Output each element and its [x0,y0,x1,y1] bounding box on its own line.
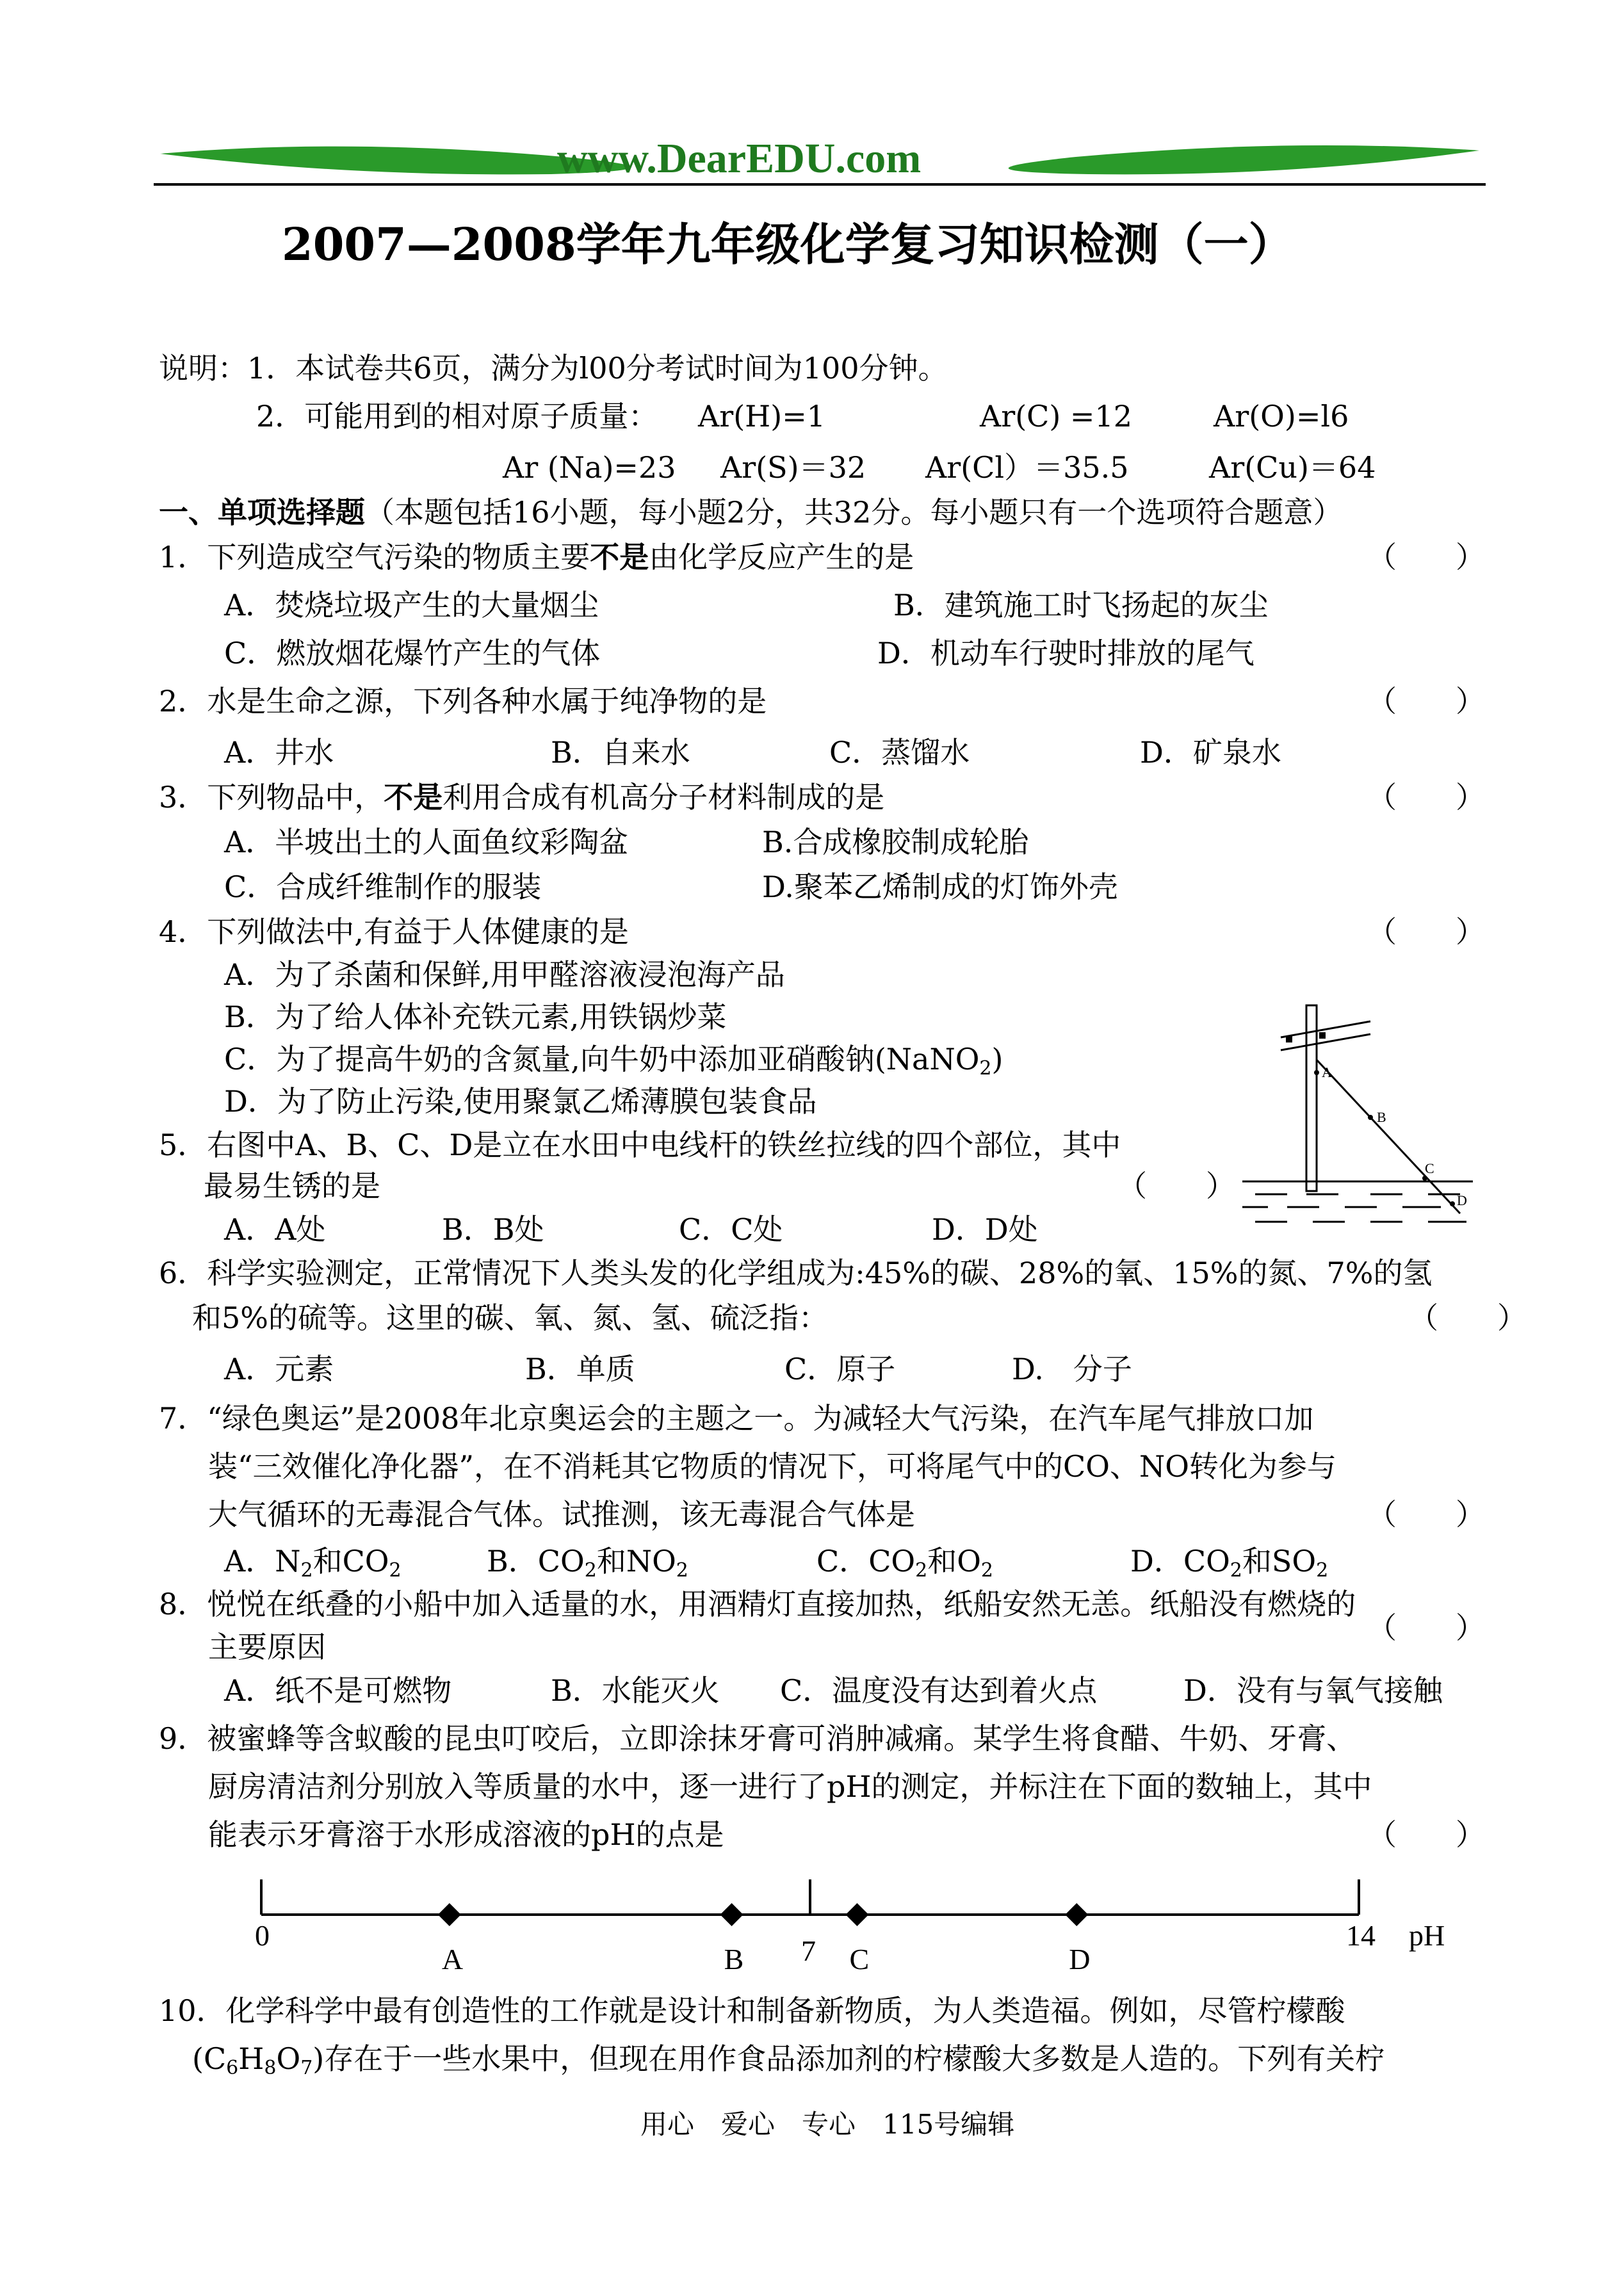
q1-option-d: D．机动车行驶时排放的尾气 [877,636,1255,670]
q6-option-b: B．单质 [525,1352,635,1386]
tick-label-0: 0 [255,1919,270,1952]
ph-number-line [243,1851,1460,1979]
q6-option-d: D. 分子 [1012,1352,1132,1386]
instruction-line-1: 说明：1．本试卷共6页，满分为l00分考试时间为100分钟。 [159,351,948,385]
q7-option-b: B．$CO_2$和$NO_2$ [487,1544,688,1582]
q8-option-d: D．没有与氧气接触 [1183,1673,1443,1708]
answer-blank-4[interactable]: （ ） [1367,914,1485,949]
q1-option-c: C．燃放烟花爆竹产生的气体 [224,636,601,670]
ph-point-label-c: C [849,1943,870,1975]
axis-unit: pH [1409,1919,1445,1952]
question-3-stem: 3．下列物品中，不是利用合成有机高分子材料制成的是 [159,780,885,815]
question-5-stem-2: 最易生锈的是 [204,1169,380,1203]
q4-option-d: D．为了防止污染,使用聚氯乙烯薄膜包装食品 [224,1084,817,1119]
right-swoosh [1009,145,1479,174]
pole-figure [1242,999,1511,1242]
mass-s: Ar(S)＝32 [720,450,866,485]
label-b: B [1377,1109,1386,1125]
question-10-stem-1: 10．化学科学中最有创造性的工作就是设计和制备新物质，为人类造福。例如，尽管柠檬酸 [159,1993,1345,2028]
question-9-stem-1: 9．被蜜蜂等含蚁酸的昆虫叮咬后，立即涂抹牙膏可消肿减痛。某学生将食醋、牛奶、牙膏、 [159,1721,1356,1756]
question-7-stem-2: 装“三效催化净化器”，在不消耗其它物质的情况下，可将尾气中的CO、NO转化为参与 [208,1449,1336,1484]
mass-o: Ar(O)=l6 [1214,399,1349,434]
point-a-marker [1314,1070,1319,1075]
q4-option-a: A．为了杀菌和保鲜,用甲醛溶液浸泡海产品 [224,957,785,992]
question-5-stem-1: 5．右图中A、B、C、D是立在水田中电线杆的铁丝拉线的四个部位，其中 [159,1128,1121,1162]
mass-cl: Ar(Cl）＝35.5 [925,450,1129,485]
ph-point-a [438,1903,461,1926]
q7-option-d: D．$CO_2$和$SO_2$ [1130,1544,1329,1582]
q4-option-b: B．为了给人体补充铁元素,用铁锅炒菜 [224,1000,727,1034]
question-4-stem: 4．下列做法中,有益于人体健康的是 [159,914,629,949]
point-c-marker [1422,1176,1427,1181]
guy-wire [1317,1060,1460,1213]
point-d-marker [1450,1201,1455,1206]
insulator [1319,1032,1326,1039]
question-9-stem-3: 能表示牙膏溶于水形成溶液的pH的点是 [208,1817,724,1852]
mass-c: Ar(C) =12 [980,399,1132,434]
q6-option-a: A．元素 [224,1352,334,1386]
q6-option-c: C．原子 [784,1352,896,1386]
q8-option-b: B．水能灭火 [551,1673,720,1708]
tick-label-14: 14 [1346,1919,1376,1952]
ph-point-c [845,1903,868,1926]
question-6-stem-1: 6．科学实验测定，正常情况下人类头发的化学组成为:45%的碳、28%的氧、15%的氮、7%的氢 [159,1256,1433,1290]
q5-option-d: D．D处 [932,1212,1038,1247]
answer-blank-8[interactable]: （ ） [1367,1610,1485,1645]
instruction-line-2: 2．可能用到的相对原子质量： [256,399,658,434]
ph-point-label-a: A [441,1943,464,1975]
q7-option-a: A．$N_2$和$CO_2$ [224,1544,402,1582]
tick-label-7: 7 [801,1934,816,1967]
q2-option-d: D．矿泉水 [1140,735,1281,770]
mass-h: Ar(H)=1 [698,399,826,434]
question-8-stem-1: 8．悦悦在纸叠的小船中加入适量的水，用酒精灯直接加热，纸船安然无恙。纸船没有燃烧的 [159,1587,1356,1621]
q3-option-b: B.合成橡胶制成轮胎 [762,825,1029,859]
answer-blank-6[interactable]: （ ） [1409,1301,1527,1335]
insulator [1286,1036,1292,1042]
mass-na: Ar (Na)=23 [503,450,676,485]
q5-option-c: C．C处 [679,1212,783,1247]
q8-option-a: A．纸不是可燃物 [224,1673,452,1708]
q5-option-b: B．B处 [442,1212,544,1247]
q3-option-a: A．半坡出土的人面鱼纹彩陶盆 [224,825,629,859]
ph-point-label-d: D [1069,1943,1091,1975]
q2-option-b: B．自来水 [551,735,690,770]
q2-option-a: A．井水 [224,735,334,770]
page-footer: 用心 爱心 专心 115号编辑 [640,2109,1015,2140]
point-b-marker [1368,1115,1373,1120]
label-d: D [1457,1192,1467,1208]
water-waves [1242,1194,1466,1222]
section-heading: 一、单项选择题（本题包括16小题，每小题2分，共32分。每小题只有一个选项符合题意） [159,495,1343,530]
question-1-stem: 1．下列造成空气污染的物质主要不是由化学反应产生的是 [159,540,914,574]
q7-option-c: C．$CO_2$和$O_2$ [816,1544,994,1582]
question-6-stem-2: 和5%的硫等。这里的碳、氧、氮、氢、硫泛指： [192,1301,828,1335]
question-7-stem-1: 7．“绿色奥运”是2008年北京奥运会的主题之一。为减轻大气污染，在汽车尾气排放口加 [159,1401,1314,1436]
ph-point-d [1065,1903,1088,1926]
answer-blank-2[interactable]: （ ） [1367,684,1485,718]
page-title: 2007—2008学年九年级化学复习知识检测（一） [282,218,1294,271]
q3-option-c: C．合成纤维制作的服装 [224,870,542,904]
q1-option-b: B．建筑施工时飞扬起的灰尘 [893,588,1269,622]
q4-option-c: C．为了提高牛奶的含氮量,向牛奶中添加亚硝酸钠(NaNO$_2$) [224,1042,1003,1080]
answer-blank-5[interactable]: （ ） [1117,1169,1235,1203]
question-8-stem-2: 主要原因 [208,1630,326,1664]
question-9-stem-2: 厨房清洁剂分别放入等质量的水中，逐一进行了pH的测定，并标注在下面的数轴上，其中 [208,1769,1372,1804]
answer-blank-1[interactable]: （ ） [1367,540,1485,574]
q8-option-c: C．温度没有达到着火点 [780,1673,1098,1708]
q5-option-a: A．A处 [224,1212,326,1247]
site-logo: www.DearEDU.com [557,135,922,182]
mass-cu: Ar(Cu)＝64 [1209,450,1376,485]
q1-option-a: A．焚烧垃圾产生的大量烟尘 [224,588,599,622]
q3-option-d: D.聚苯乙烯制成的灯饰外壳 [762,870,1118,904]
question-10-stem-2: $(C_6H_8O_7)$存在于一些水果中，但现在用作食品添加剂的柠檬酸大多数是人造的。下列有关柠 [192,2041,1385,2079]
q2-option-c: C．蒸馏水 [829,735,970,770]
answer-blank-7[interactable]: （ ） [1367,1497,1485,1532]
label-a: A [1322,1064,1332,1080]
ph-point-label-b: B [724,1943,744,1975]
question-2-stem: 2．水是生命之源，下列各种水属于纯净物的是 [159,684,767,718]
label-c: C [1425,1160,1434,1176]
answer-blank-3[interactable]: （ ） [1367,780,1485,815]
answer-blank-9[interactable]: （ ） [1367,1817,1485,1852]
question-7-stem-3: 大气循环的无毒混合气体。试推测，该无毒混合气体是 [208,1497,915,1532]
ph-point-b [720,1903,743,1926]
